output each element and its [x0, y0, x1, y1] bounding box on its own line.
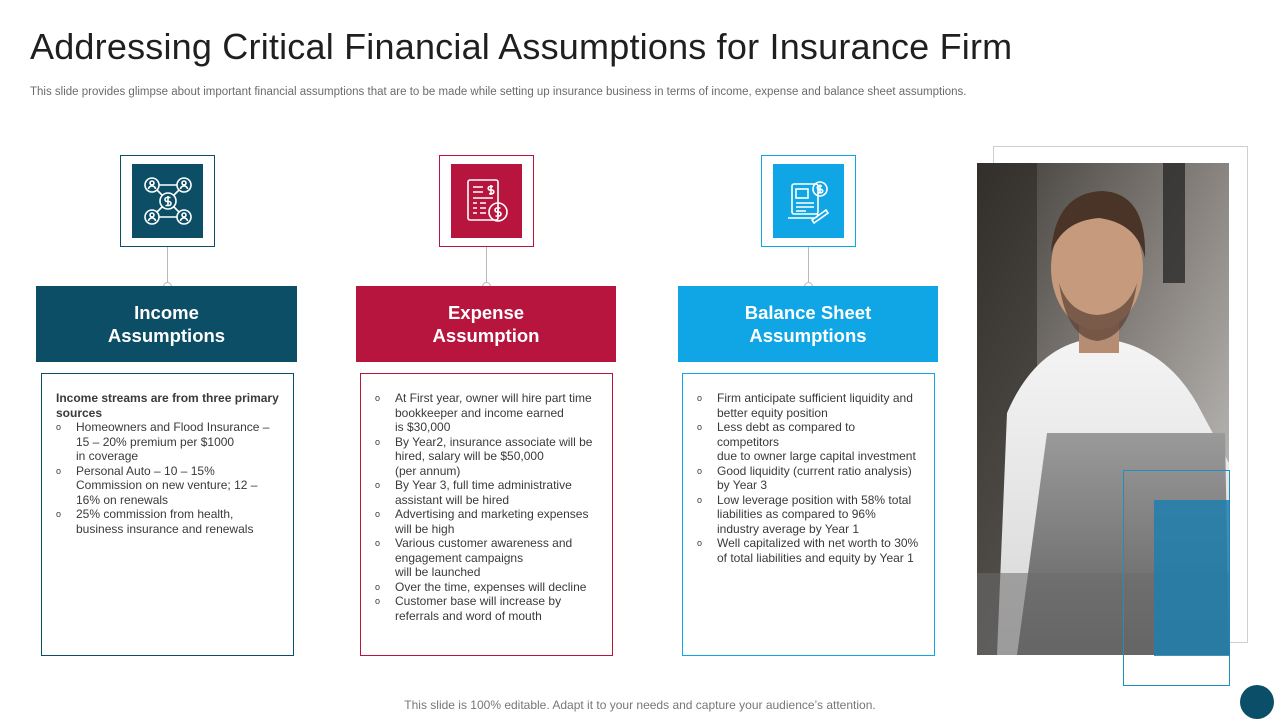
invoice-dollar-icon [460, 174, 514, 228]
list-item: o Personal Auto – 10 – 15% Commission on new venture; 12 – 16% on renewals [56, 463, 258, 507]
list-item: o Good liquidity (current ratio analysis) by Year 3 [697, 463, 912, 492]
income-icon-frame [120, 155, 215, 247]
income-icon-tile [132, 164, 203, 238]
balance-sheet-icon [782, 174, 836, 228]
expense-icon-frame [439, 155, 534, 247]
corner-dot [1240, 685, 1274, 719]
list-item: o By Year2, insurance associate will be hired, salary will be $50,000 (per annum) [375, 434, 593, 478]
list-item: o Advertising and marketing expenses will be high [375, 507, 589, 536]
income-panel [41, 373, 294, 656]
list-item: o Low leverage position with 58% total liabilities as compared to 96% industry average by Year 1 [697, 492, 912, 536]
expense-icon-tile [451, 164, 522, 238]
list-item: o By Year 3, full time administrative assistant will be hired [375, 478, 572, 507]
list-item: o Homeowners and Flood Insurance – 15 – 20% premium per $1000 in coverage [56, 420, 270, 463]
income-lead: Income streams are from three primary sources [56, 391, 279, 420]
expense-panel [360, 373, 613, 656]
list-item: o 25% commission from health, business insurance and renewals [56, 507, 254, 536]
balance-heading: Balance Sheet Assumptions [678, 286, 938, 362]
slide-title: Addressing Critical Financial Assumptions for Insurance Firm [30, 26, 1013, 67]
slide-subtitle: This slide provides glimpse about important financial assumptions that are to be made while setting up insurance business in terms of income, expense and balance sheet assumptions. [30, 86, 967, 98]
slide-footer: This slide is 100% editable. Adapt it to your needs and capture your audience’s attention. [404, 698, 876, 712]
income-heading: Income Assumptions [36, 286, 297, 362]
list-item: o At First year, owner will hire part time bookkeeper and income earned is $30,000 [375, 391, 592, 434]
list-item: o Less debt as compared to competitors due to owner large capital investment [697, 420, 916, 463]
dollar-network-icon [141, 174, 195, 228]
balance-panel [682, 373, 935, 656]
list-item: o Over the time, expenses will decline [375, 579, 587, 594]
list-item: o Well capitalized with net worth to 30% of total liabilities and equity by Year 1 [697, 536, 919, 565]
list-item: o Various customer awareness and engagement campaigns will be launched [375, 536, 573, 579]
expense-heading: Expense Assumption [356, 286, 616, 362]
list-item: o Firm anticipate sufficient liquidity and better equity position [697, 391, 913, 420]
list-item: o Customer base will increase by referrals and word of mouth [375, 594, 562, 623]
income-connector [167, 247, 168, 287]
balance-icon-tile [773, 164, 844, 238]
balance-icon-frame [761, 155, 856, 247]
expense-connector [486, 247, 487, 287]
accent-overlay [1154, 500, 1230, 656]
balance-connector [808, 247, 809, 287]
